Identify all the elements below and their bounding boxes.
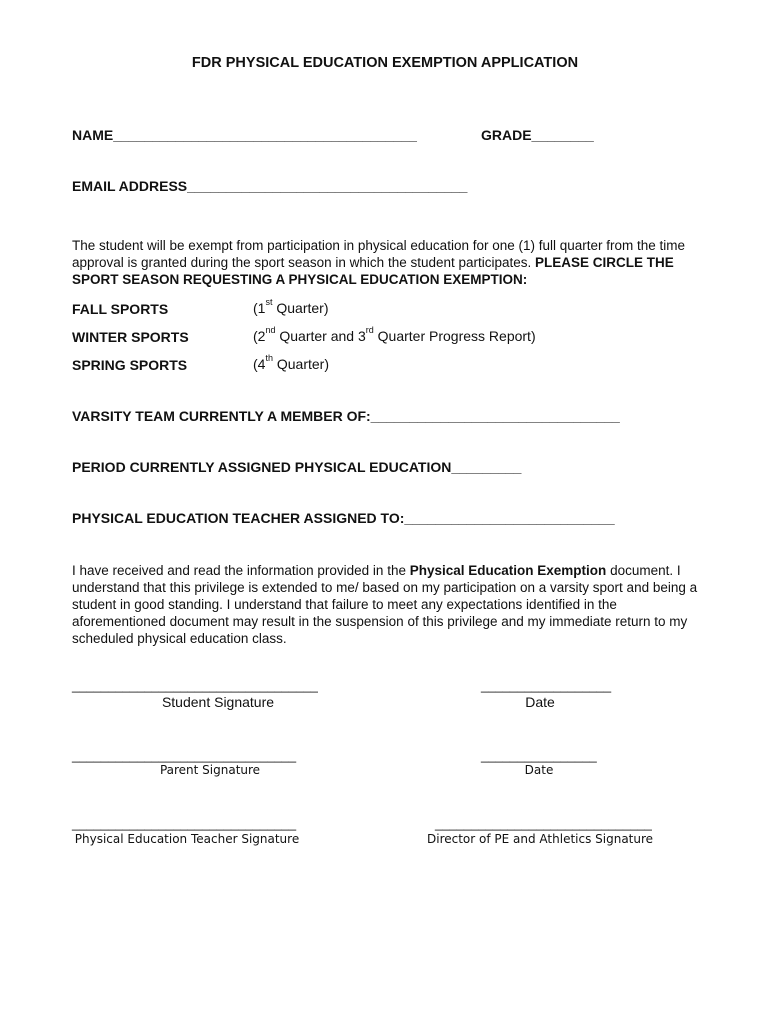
season-winter-label[interactable]: WINTER SPORTS — [72, 329, 189, 345]
form-title: FDR PHYSICAL EDUCATION EXEMPTION APPLICATION — [191, 55, 579, 71]
student-date-label: Date — [525, 694, 555, 710]
teacher-signature-label: Physical Education Teacher Signature — [74, 832, 300, 846]
parent-date-label: Date — [524, 763, 554, 777]
name-field[interactable]: NAME_______________________________________ — [72, 127, 417, 143]
intro-paragraph — [72, 237, 702, 288]
director-signature-line[interactable]: ______________________________ — [435, 816, 652, 831]
ack-doc-name: Physical Education Exemption — [409, 563, 607, 578]
student-signature-line[interactable]: __________________________________ — [72, 678, 318, 693]
teacher-assigned-field[interactable]: PHYSICAL EDUCATION TEACHER ASSIGNED TO:___________________________ — [72, 510, 615, 526]
ack-text-start: I have received and read the information provided in the — [72, 563, 406, 578]
parent-date-line[interactable]: ________________ — [481, 748, 597, 763]
season-spring-quarter[interactable]: (4th Quarter) — [253, 353, 329, 372]
season-spring-label[interactable]: SPRING SPORTS — [72, 357, 188, 373]
teacher-signature-line[interactable]: _______________________________ — [72, 816, 297, 831]
varsity-team-field[interactable]: VARSITY TEAM CURRENTLY A MEMBER OF:________________________________ — [72, 408, 620, 424]
period-field[interactable]: PERIOD CURRENTLY ASSIGNED PHYSICAL EDUCATION_________ — [72, 459, 522, 475]
email-field[interactable]: EMAIL ADDRESS____________________________________ — [72, 178, 468, 194]
ack-text-end: document. I understand that this privilege is extended to me/ based on my participation on a varsity sport and being a student in good standing. I understand that failure to meet any expectations identified in the aforementioned document may result in the suspension of this privilege and my immediate return to my scheduled physical education class. — [72, 563, 698, 646]
season-fall-quarter[interactable]: (1st Quarter) — [253, 297, 329, 316]
intro-text: The student will be exempt from participation in physical education for one (1) full quarter from the time approval is granted during the sport season in which the student participates. — [72, 238, 686, 270]
grade-field[interactable]: GRADE________ — [481, 127, 594, 143]
parent-signature-label: Parent Signature — [159, 763, 261, 777]
intro-instruction: PLEASE CIRCLE THE SPORT SEASON REQUESTING A PHYSICAL EDUCATION EXEMPTION: — [72, 255, 674, 287]
season-winter-quarter[interactable]: (2nd Quarter and 3rd Quarter Progress Report) — [253, 325, 536, 344]
student-date-line[interactable]: __________________ — [481, 678, 612, 693]
parent-signature-line[interactable]: _______________________________ — [72, 748, 297, 763]
student-signature-label: Student Signature — [161, 694, 275, 710]
season-fall-label[interactable]: FALL SPORTS — [72, 301, 169, 317]
acknowledgement-paragraph — [72, 562, 702, 647]
director-signature-label: Director of PE and Athletics Signature — [427, 832, 654, 846]
